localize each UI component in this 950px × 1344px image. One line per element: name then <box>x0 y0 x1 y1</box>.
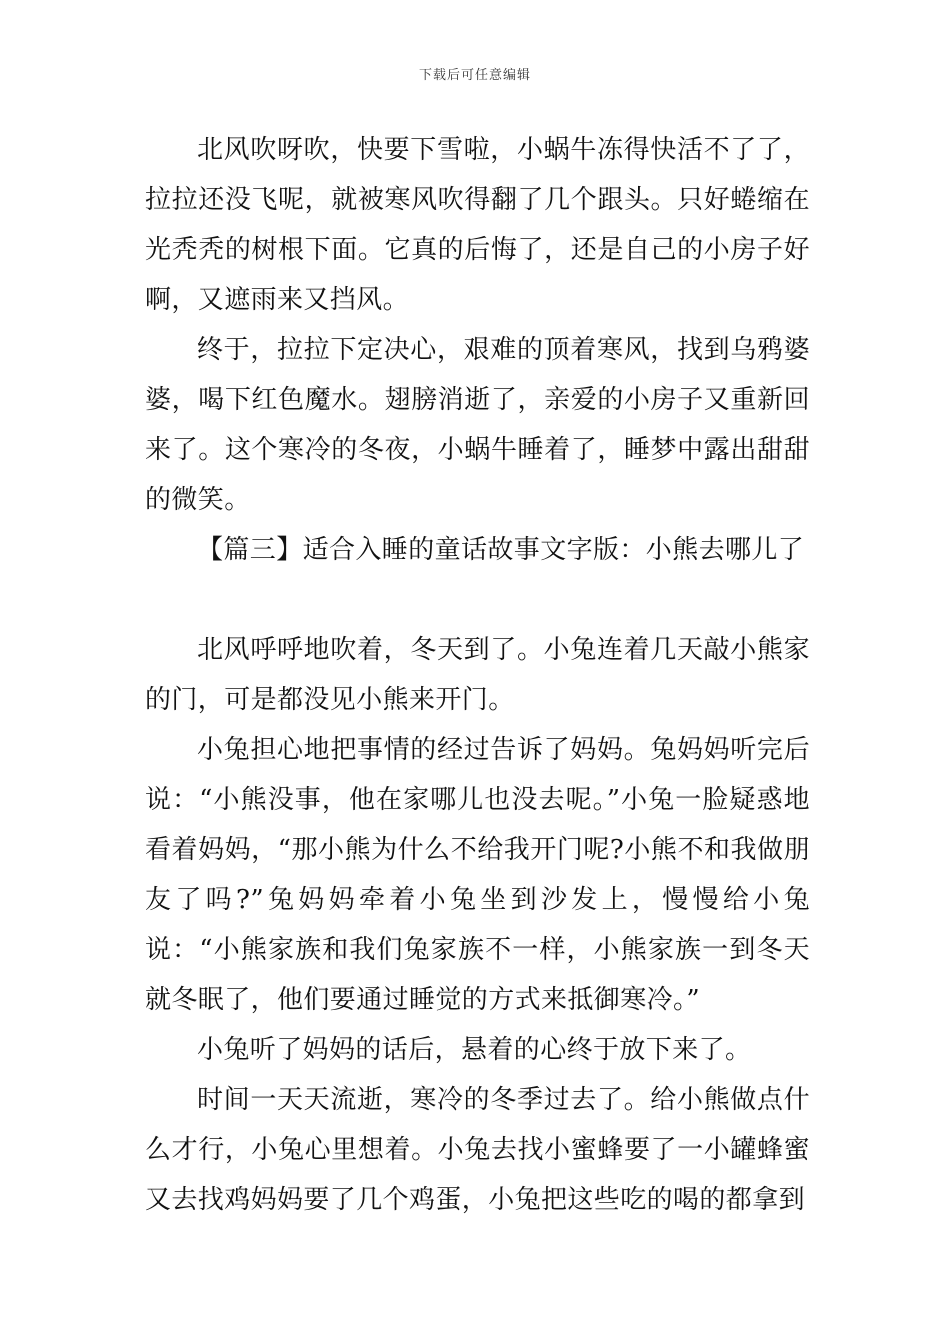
paragraph-winter-knocking: 北风呼呼地吹着，冬天到了。小兔连着几天敲小熊家的门，可是都没见小熊来开门。 <box>145 635 810 715</box>
page-header: 下载后可任意编辑 <box>418 68 531 83</box>
paragraph-snail-winter: 北风吹呀吹，快要下雪啦，小蜗牛冻得快活不了了，拉拉还没飞呢，就被寒风吹得翻了几个跟头。只好蜷缩在光秃秃的树根下面。它真的后悔了，还是自己的小房子好啊，又遮雨来又挡风。 <box>145 135 810 315</box>
paragraph-gifts: 时间一天天流逝，寒冷的冬季过去了。给小熊做点什么才行，小兔心里想着。小兔去找小蜜蜂要了一小罐蜂蜜又去找鸡妈妈要了几个鸡蛋，小兔把这些吃的喝的都拿到 <box>145 1085 810 1215</box>
paragraph-mother-explains: 小兔担心地把事情的经过告诉了妈妈。兔妈妈听完后说：“小熊没事，他在家哪儿也没去呢。”小兔一脸疑惑地看着妈妈，“那小熊为什么不给我开门呢?小熊不和我做朋友了吗?”兔妈妈牵着小兔坐到沙发上，慢慢给小兔说：“小熊家族和我们兔家族不一样，小熊家族一到冬天就冬眠了，他们要通过睡觉的方式来抵御寒冷。” <box>145 735 810 1015</box>
section-heading: 【篇三】适合入睡的童话故事文字版：小熊去哪儿了 <box>197 535 805 565</box>
document-body <box>145 125 810 1225</box>
blank-line <box>145 575 810 625</box>
paragraph-snail-ending: 终于，拉拉下定决心，艰难的顶着寒风，找到乌鸦婆婆，喝下红色魔水。翅膀消逝了，亲爱的小房子又重新回来了。这个寒冷的冬夜，小蜗牛睡着了，睡梦中露出甜甜的微笑。 <box>145 335 810 515</box>
paragraph-relieved: 小兔听了妈妈的话后，悬着的心终于放下来了。 <box>197 1035 752 1065</box>
